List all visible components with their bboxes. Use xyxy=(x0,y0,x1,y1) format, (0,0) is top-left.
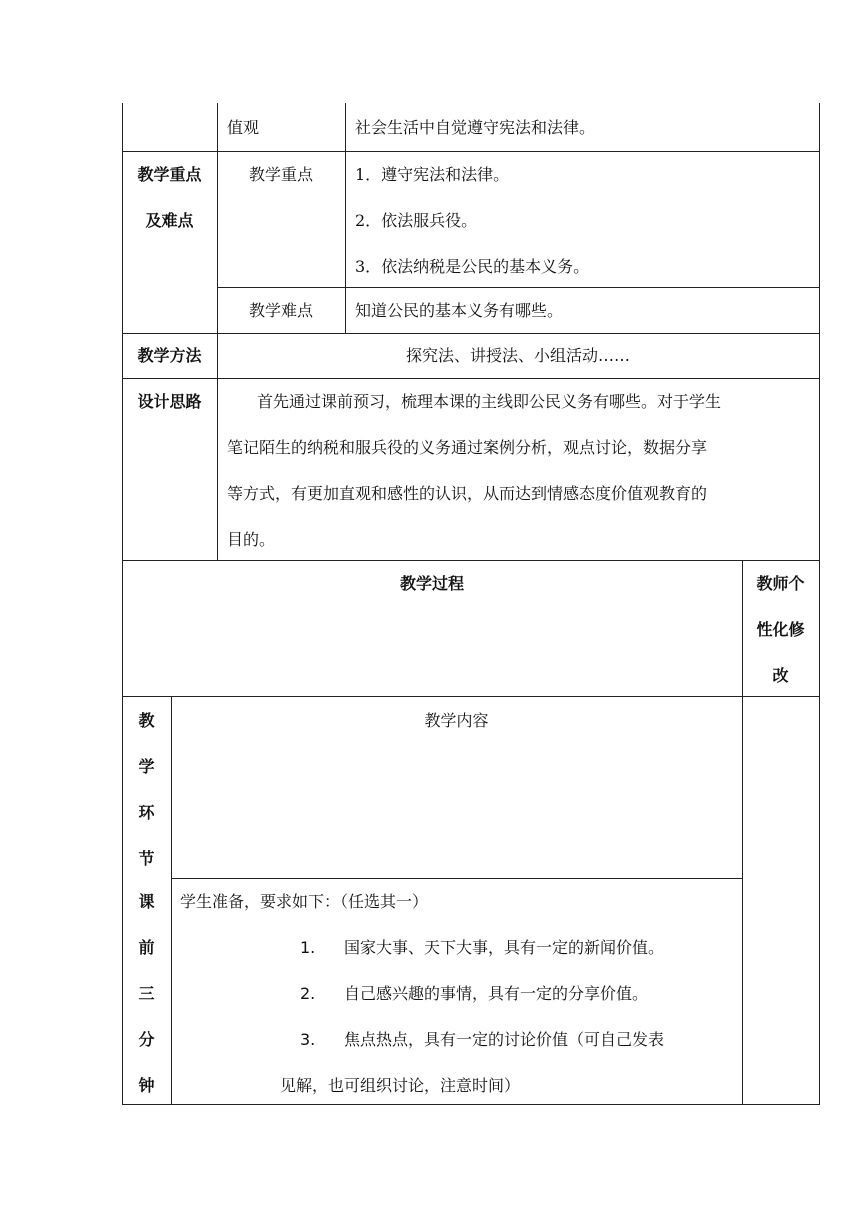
key-point-item: 1．遵守宪法和法律。 xyxy=(355,165,510,184)
item-number: 1. xyxy=(300,938,316,957)
item-text: 焦点热点，具有一定的讨论价值（可自己发表 xyxy=(344,1030,665,1049)
process-title: 教学过程 xyxy=(399,574,464,593)
content-label: 教学内容 xyxy=(424,711,489,730)
key-points-label xyxy=(122,152,217,244)
design-line: 首先通过课前预习，梳理本课的主线即公民义务有哪些。对于学生 xyxy=(257,392,722,411)
key-points-label-line1: 教学重点 xyxy=(137,165,202,184)
teacher-revision-line: 性化修 xyxy=(756,620,805,639)
design-line: 目的。 xyxy=(227,530,276,549)
item-number: 2. xyxy=(300,984,316,1003)
pre-class-label-char: 三 xyxy=(138,984,155,1003)
item-text: 国家大事、天下大事，具有一定的新闻价值。 xyxy=(344,938,665,957)
stage-label-char: 环 xyxy=(138,803,155,822)
methods-label: 教学方法 xyxy=(137,346,202,365)
design-label: 设计思路 xyxy=(137,392,202,411)
design-line: 笔记陌生的纳税和服兵役的义务通过案例分析，观点讨论，数据分享 xyxy=(227,438,708,457)
pre-class-continuation: 见解，也可组织讨论，注意时间） xyxy=(280,1076,521,1095)
difficult-point-text: 知道公民的基本义务有哪些。 xyxy=(355,301,564,320)
key-point-item: 3．依法纳税是公民的基本义务。 xyxy=(355,257,590,276)
stage-label-char: 教 xyxy=(138,711,155,730)
pre-class-label-char: 前 xyxy=(138,938,155,957)
teacher-revision-line: 改 xyxy=(772,666,789,685)
teacher-revision-line: 教师个 xyxy=(756,574,805,593)
difficult-point-sublabel: 教学难点 xyxy=(248,301,313,320)
column-divider xyxy=(345,103,346,333)
stage-label-char: 节 xyxy=(138,849,155,868)
value-description: 社会生活中自觉遵守宪法和法律。 xyxy=(355,118,596,137)
key-point-sublabel: 教学重点 xyxy=(248,165,313,184)
value-cell: 值观 xyxy=(227,118,260,137)
item-number: 3. xyxy=(300,1030,316,1049)
pre-class-item xyxy=(180,1017,740,1063)
key-point-item: 2．依法服兵役。 xyxy=(355,211,478,230)
key-points-label-line2: 及难点 xyxy=(145,211,194,230)
pre-class-label-char: 分 xyxy=(138,1030,155,1049)
pre-class-intro: 学生准备，要求如下：（任选其一） xyxy=(180,892,429,911)
design-line: 等方式，有更加直观和感性的认识，从而达到情感态度价值观教育的 xyxy=(227,484,708,503)
row-divider xyxy=(122,696,820,697)
key-point-list xyxy=(355,152,589,290)
methods-text: 探究法、讲授法、小组活动…… xyxy=(405,346,630,365)
pre-class-label-char: 课 xyxy=(138,892,155,911)
design-text xyxy=(227,379,817,563)
stage-label-char: 学 xyxy=(138,757,155,776)
column-divider xyxy=(819,103,820,1105)
pre-class-item xyxy=(180,971,740,1017)
stage-label xyxy=(122,698,171,882)
pre-class-item xyxy=(180,925,740,971)
item-text: 自己感兴趣的事情，具有一定的分享价值。 xyxy=(344,984,649,1003)
pre-class-label-char: 钟 xyxy=(138,1076,155,1095)
column-divider xyxy=(171,696,172,1105)
teacher-revision-label xyxy=(742,561,819,699)
pre-class-content xyxy=(180,879,740,1109)
pre-class-label xyxy=(122,879,171,1109)
